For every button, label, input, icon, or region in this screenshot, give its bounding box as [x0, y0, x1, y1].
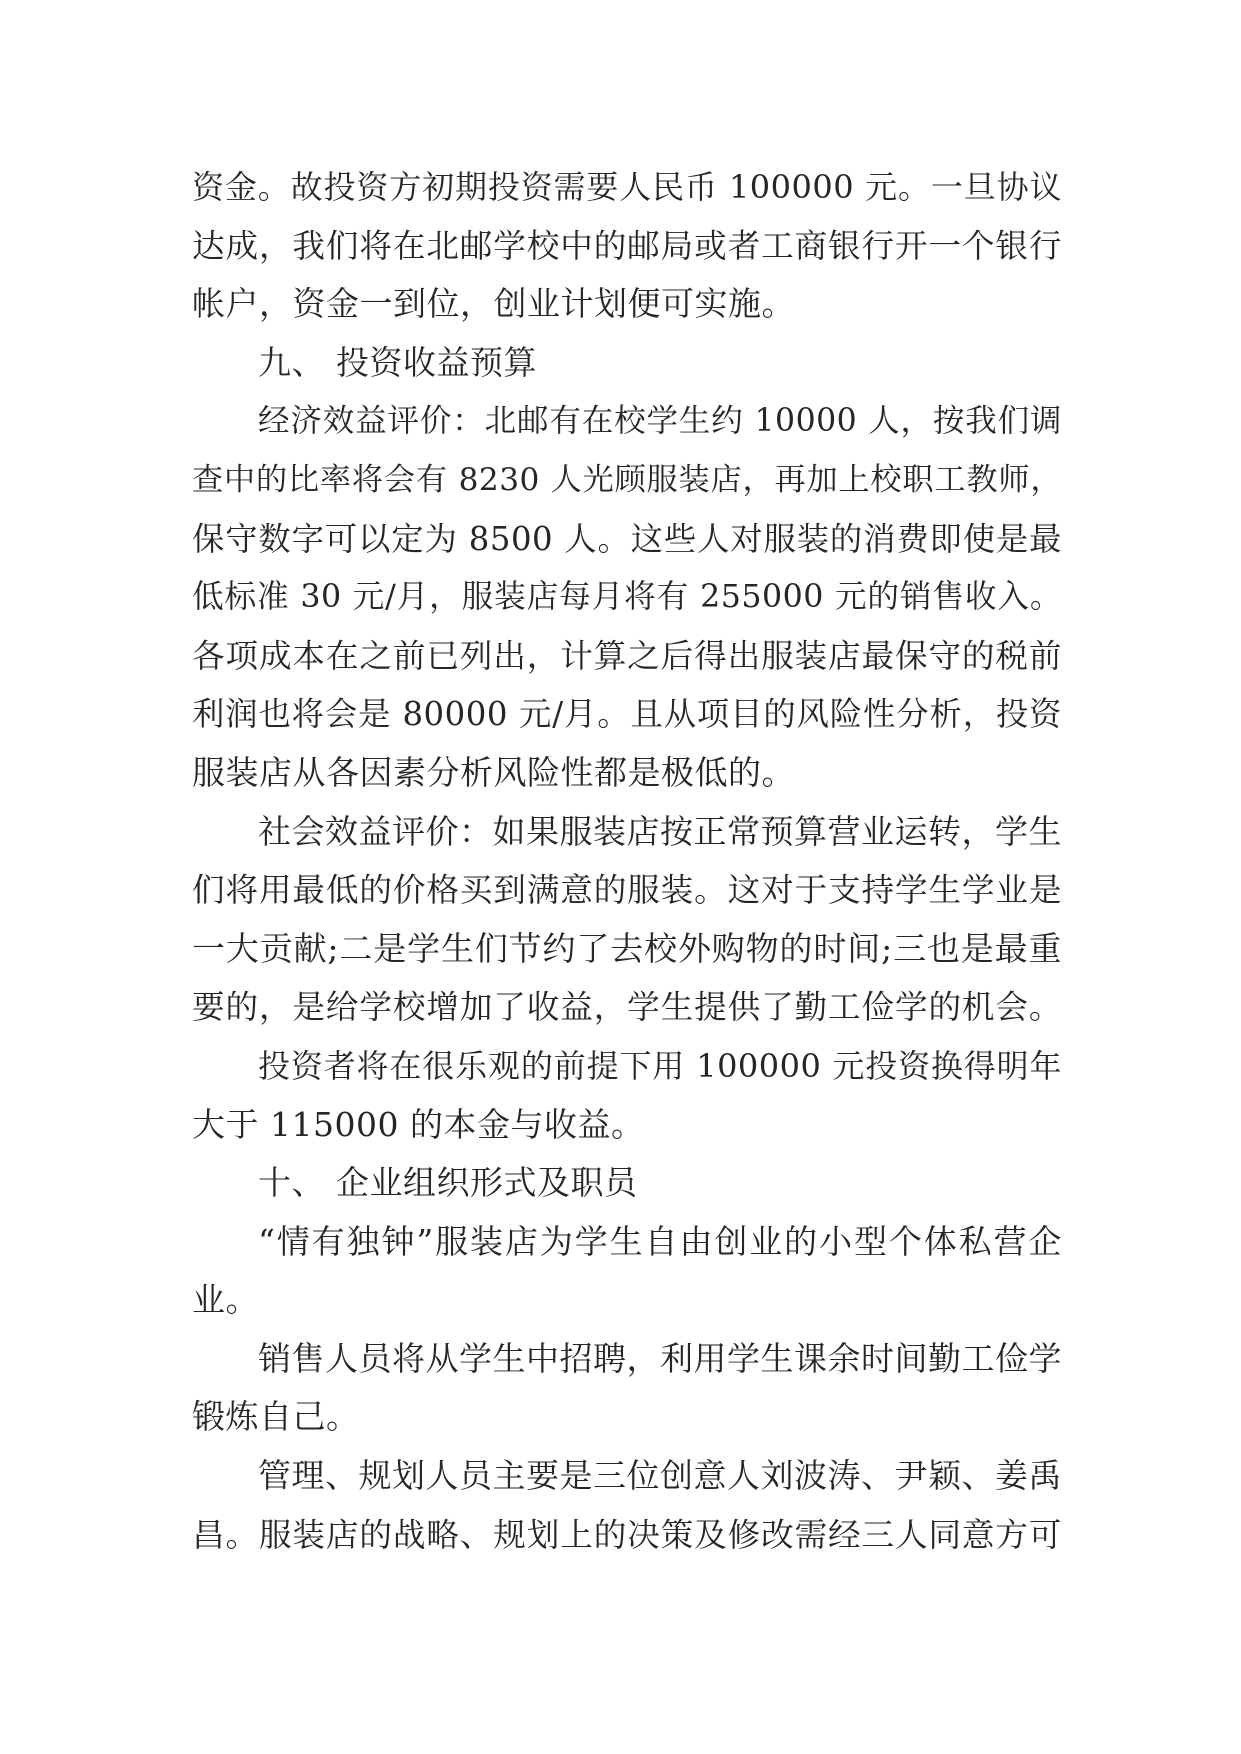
- text-line: 投资者将在很乐观的前提下用 100000 元投资换得明年: [258, 1046, 1062, 1085]
- text-line: 资金。故投资方初期投资需要人民币 100000 元。一旦协议: [192, 168, 1062, 206]
- text-line: 们将用最低的价格买到满意的服装。这对于支持学生学业是: [192, 871, 1062, 910]
- text-line: 销售人员将从学生中招聘，利用学生课余时间勤工俭学: [258, 1338, 1062, 1378]
- text-line: “情有独钟”服装店为学生自由创业的小型个体私营企: [258, 1221, 1062, 1261]
- text-line: 经济效益评价：北邮有在校学生约 10000 人，按我们调: [258, 403, 1062, 440]
- text-line: 达成，我们将在北邮学校中的邮局或者工商银行开一个银行: [192, 226, 1062, 265]
- text-line: 大于 115000 的本金与收益。: [192, 1104, 645, 1144]
- text-line: 低标准 30 元/月，服装店每月将有 255000 元的销售收入。: [192, 579, 1062, 616]
- text-line: 查中的比率将会有 8230 人光顾服装店，再加上校职工教师，: [192, 461, 1062, 498]
- text-line: 锻炼自己。: [192, 1397, 360, 1437]
- section-heading-9: 九、 投资收益预算: [258, 342, 537, 382]
- text-line: 各项成本在之前已列出，计算之后得出服装店最保守的税前: [192, 636, 1062, 675]
- document-body: [192, 158, 1062, 1564]
- text-line: 保守数字可以定为 8500 人。这些人对服装的消费即使是最: [192, 519, 1062, 558]
- text-line: 帐户，资金一到位，创业计划便可实施。: [192, 284, 795, 324]
- text-line: 昌。服装店的战略、规划上的决策及修改需经三人同意方可: [192, 1515, 1062, 1554]
- section-heading-10: 十、 企业组织形式及职员: [258, 1163, 638, 1203]
- text-line: 服装店从各因素分析风险性都是极低的。: [192, 752, 795, 792]
- text-line: 社会效益评价：如果服装店按正常预算营业运转，学生: [258, 811, 1062, 851]
- text-line: 业。: [192, 1280, 259, 1320]
- text-line: 管理、规划人员主要是三位创意人刘波涛、尹颖、姜禹: [258, 1456, 1062, 1496]
- text-line: 一大贡献;二是学生们节约了去校外购物的时间;三也是最重: [192, 928, 1062, 968]
- text-line: 利润也将会是 80000 元/月。且从项目的风险性分析，投资: [192, 695, 1062, 734]
- text-line: 要的，是给学校增加了收益，学生提供了勤工俭学的机会。: [192, 988, 1062, 1027]
